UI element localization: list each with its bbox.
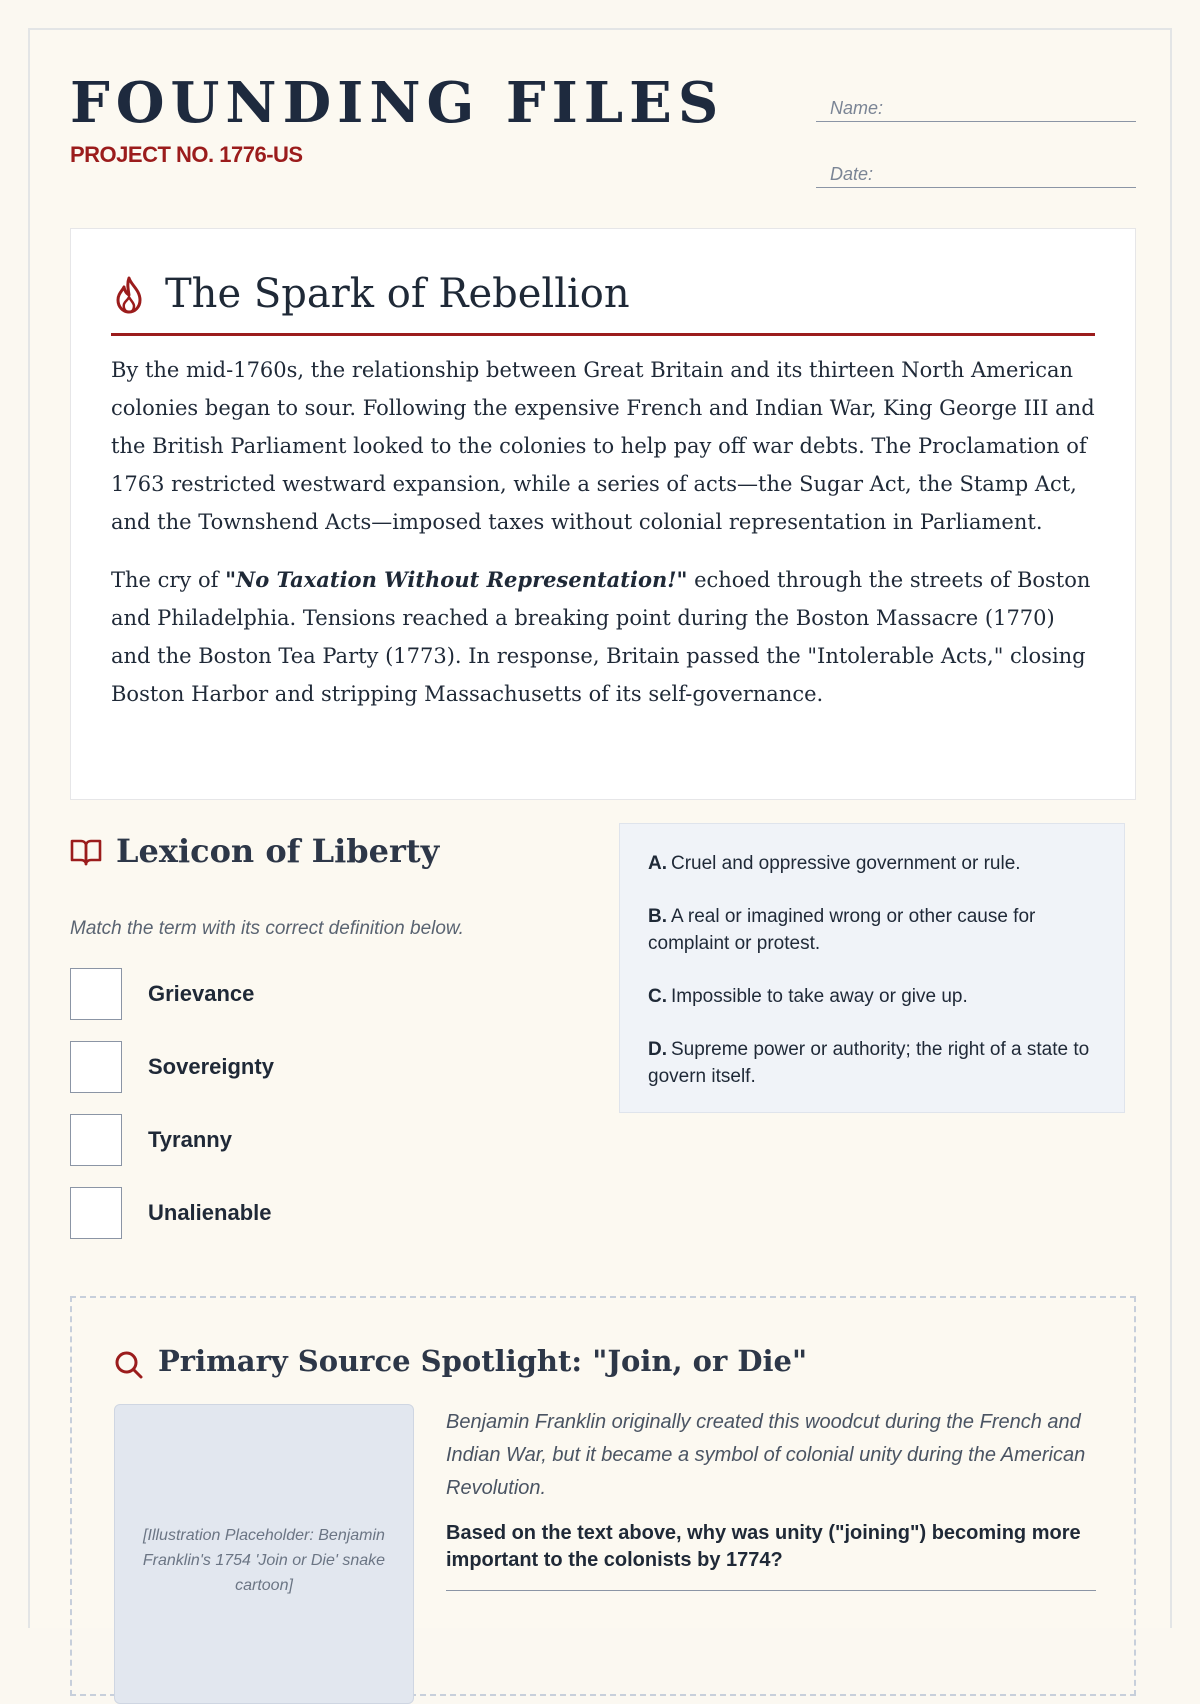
definitions-panel (619, 823, 1125, 1113)
paragraph-2-rest: echoed through the streets of Boston and Philadelphia. Tensions reached a breaking point during the Boston Massacre (1770) and the Boston Tea Party (1773). In response, Britain passed the "Intolerable Acts," closing Boston Harbor and stripping Massachusetts of its self-governance. (111, 568, 1091, 706)
definition-item (648, 850, 1098, 877)
lexicon-instructions: Match the term with its correct definition below. (70, 918, 464, 939)
spark-title: The Spark of Rebellion (165, 271, 630, 317)
answer-box[interactable] (70, 968, 122, 1020)
project-number: PROJECT NO. 1776-US (70, 142, 303, 167)
definition-text: Cruel and oppressive government or rule. (671, 853, 1021, 874)
definition-letter: C. (648, 986, 667, 1007)
answer-box[interactable] (70, 1114, 122, 1166)
name-field[interactable] (816, 86, 1136, 122)
flame-icon (111, 275, 147, 315)
spark-body (111, 351, 1095, 733)
illustration-placeholder (114, 1404, 414, 1704)
lexicon-heading (70, 832, 610, 876)
term-row (70, 968, 590, 1022)
definition-item (648, 903, 1098, 957)
term-row (70, 1187, 590, 1241)
answer-box[interactable] (70, 1187, 122, 1239)
definition-text: Supreme power or authority; the right of a state to govern itself. (648, 1039, 1090, 1087)
name-label: Name: (830, 98, 884, 118)
spotlight-description: Benjamin Franklin originally created this woodcut during the French and Indian War, but it became a symbol of colonial unity during the American Revolution. (446, 1411, 1086, 1499)
term-row (70, 1041, 590, 1095)
definition-text: A real or imagined wrong or other cause for complaint or protest. (648, 906, 1036, 954)
term-label: Unalienable (148, 1200, 272, 1225)
lexicon-title: Lexicon of Liberty (116, 832, 440, 870)
spark-heading (111, 269, 1095, 336)
term-row (70, 1114, 590, 1168)
spark-paragraph-2 (111, 561, 1095, 713)
date-field[interactable] (816, 152, 1136, 188)
illustration-caption: [Illustration Placeholder: Benjamin Franklin's 1754 'Join or Die' snake cartoon] (142, 1527, 386, 1594)
term-label: Grievance (148, 981, 255, 1006)
definition-letter: A. (648, 853, 667, 874)
worksheet-title: FOUNDING FILES (70, 70, 725, 136)
definition-letter: B. (648, 906, 667, 927)
paragraph-2-lead: The cry of (111, 568, 226, 592)
answer-box[interactable] (70, 1041, 122, 1093)
slogan-quote: "No Taxation Without Representation!" (225, 567, 688, 592)
book-icon (70, 838, 102, 866)
spotlight-section (70, 1296, 1136, 1696)
definition-letter: D. (648, 1039, 667, 1060)
spotlight-question: Based on the text above, why was unity ("joining") becoming more important to the colonists by 1774? (446, 1522, 1081, 1571)
answer-line[interactable] (446, 1590, 1096, 1591)
spark-section (70, 228, 1136, 800)
term-label: Tyranny (148, 1127, 232, 1152)
spark-paragraph-1: By the mid-1760s, the relationship between Great Britain and its thirteen North American colonies began to sour. Following the expensive French and Indian War, King George III and the British Parliament looked to the colonies to help pay off war debts. The Proclamation of 1763 restricted westward expansion, while a series of acts—the Sugar Act, the Stamp Act, and the Townshend Acts—imposed taxes without colonial representation in Parliament. (111, 358, 1095, 534)
spotlight-title: Primary Source Spotlight: "Join, or Die" (158, 1344, 808, 1378)
definition-text: Impossible to take away or give up. (671, 986, 968, 1007)
worksheet-page (28, 28, 1172, 1628)
magnifier-icon (114, 1350, 144, 1380)
definition-item (648, 1036, 1098, 1090)
term-label: Sovereignty (148, 1054, 274, 1079)
definition-item (648, 983, 1098, 1010)
date-label: Date: (830, 164, 874, 184)
